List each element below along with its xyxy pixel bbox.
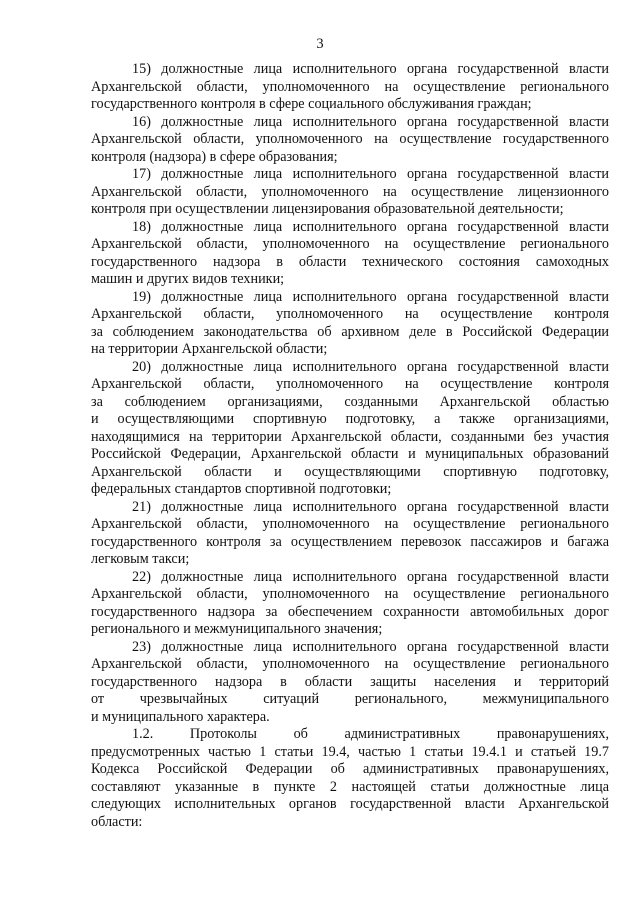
text-line: легковым такси;: [91, 551, 190, 567]
text-line: составляют указанные в пункте 2 настоящей статьи должностные лица: [91, 778, 609, 795]
text-line: Архангельской области, уполномоченного на осуществление регионального: [91, 78, 609, 95]
text-line: государственного контроля в сфере социального обслуживания граждан;: [91, 96, 532, 112]
text-line: государственного контроля за осуществлением перевозок пассажиров и багажа: [91, 533, 609, 550]
text-line: и муниципального характера.: [91, 708, 270, 725]
text-line: за соблюдением законодательства об архивном деле в Российской Федерации: [91, 323, 609, 340]
text-line: регионального и межмуниципального значения;: [91, 621, 383, 637]
text-line: и осуществляющими спортивную подготовку, а также организациями,: [91, 411, 609, 427]
text-line: 20) должностные лица исполнительного органа государственной власти: [132, 358, 609, 375]
text-line: Архангельской области, уполномоченного на осуществление контроля: [91, 306, 609, 322]
text-line: на территории Архангельской области;: [91, 341, 328, 357]
paragraph: [91, 114, 609, 167]
paragraph: [91, 359, 609, 499]
text-line: области:: [91, 813, 143, 830]
text-line: Архангельской области, уполномоченного на осуществление государственного: [91, 131, 609, 147]
text-line: государственного надзора в области защиты населения и территорий: [91, 673, 609, 690]
text-line: 18) должностные лица исполнительного органа государственной власти: [132, 218, 609, 235]
text-line: 17) должностные лица исполнительного органа государственной власти: [132, 166, 609, 182]
text-line: Архангельской области, уполномоченного на осуществление контроля: [91, 376, 609, 392]
text-line: Архангельской области, уполномоченного на осуществление регионального: [91, 586, 609, 602]
paragraph: [91, 61, 609, 114]
paragraph: [91, 166, 609, 219]
text-line: предусмотренных частью 1 статьи 19.4, частью 1 статьи 19.4.1 и статьей 19.7: [91, 743, 609, 760]
text-line: контроля (надзора) в сфере образования;: [91, 148, 338, 165]
text-line: 19) должностные лица исполнительного органа государственной власти: [132, 288, 609, 305]
page-number: 3: [316, 36, 324, 52]
text-line: 22) должностные лица исполнительного органа государственной власти: [132, 568, 609, 585]
paragraph: [91, 499, 609, 569]
text-line: Архангельской области, уполномоченного на осуществление регионального: [91, 656, 609, 672]
text-line: Архангельской области и осуществляющими спортивную подготовку,: [91, 463, 609, 480]
text-line: машин и других видов техники;: [91, 271, 285, 287]
text-line: 23) должностные лица исполнительного органа государственной власти: [132, 638, 609, 655]
text-line: Архангельской области, уполномоченного на осуществление регионального: [91, 516, 609, 532]
text-line: государственного надзора за обеспечением сохранности автомобильных дорог: [91, 603, 609, 620]
text-line: от чрезвычайных ситуаций регионального, межмуниципального: [91, 691, 609, 707]
paragraph: [91, 569, 609, 639]
text-line: Архангельской области, уполномоченного на осуществление лицензионного: [91, 183, 609, 200]
text-line: государственного надзора в области технического состояния самоходных: [91, 253, 609, 270]
text-line: 15) должностные лица исполнительного органа государственной власти: [132, 61, 609, 77]
text-line: следующих исполнительных органов государственной власти Архангельской: [91, 796, 609, 812]
text-line: 16) должностные лица исполнительного органа государственной власти: [132, 113, 609, 130]
paragraph: [91, 289, 609, 359]
text-line: контроля при осуществлении лицензирования образовательной деятельности;: [91, 201, 564, 217]
text-line: 1.2. Протоколы об административных правонарушениях,: [132, 726, 609, 742]
text-line: за соблюдением организациями, созданными Архангельской областью: [91, 393, 609, 410]
text-line: находящимися на территории Архангельской области, созданными без участия: [91, 428, 609, 445]
document-body: [91, 61, 609, 831]
text-line: федеральных стандартов спортивной подготовки;: [91, 481, 392, 497]
text-line: 21) должностные лица исполнительного органа государственной власти: [132, 498, 609, 515]
paragraph: [91, 639, 609, 727]
paragraph: [91, 726, 609, 831]
text-line: Российской Федерации, Архангельской области и муниципальных образований: [91, 446, 609, 462]
text-line: Архангельской области, уполномоченного на осуществление регионального: [91, 236, 609, 252]
text-line: Кодекса Российской Федерации об административных правонарушениях,: [91, 761, 609, 777]
paragraph: [91, 219, 609, 289]
